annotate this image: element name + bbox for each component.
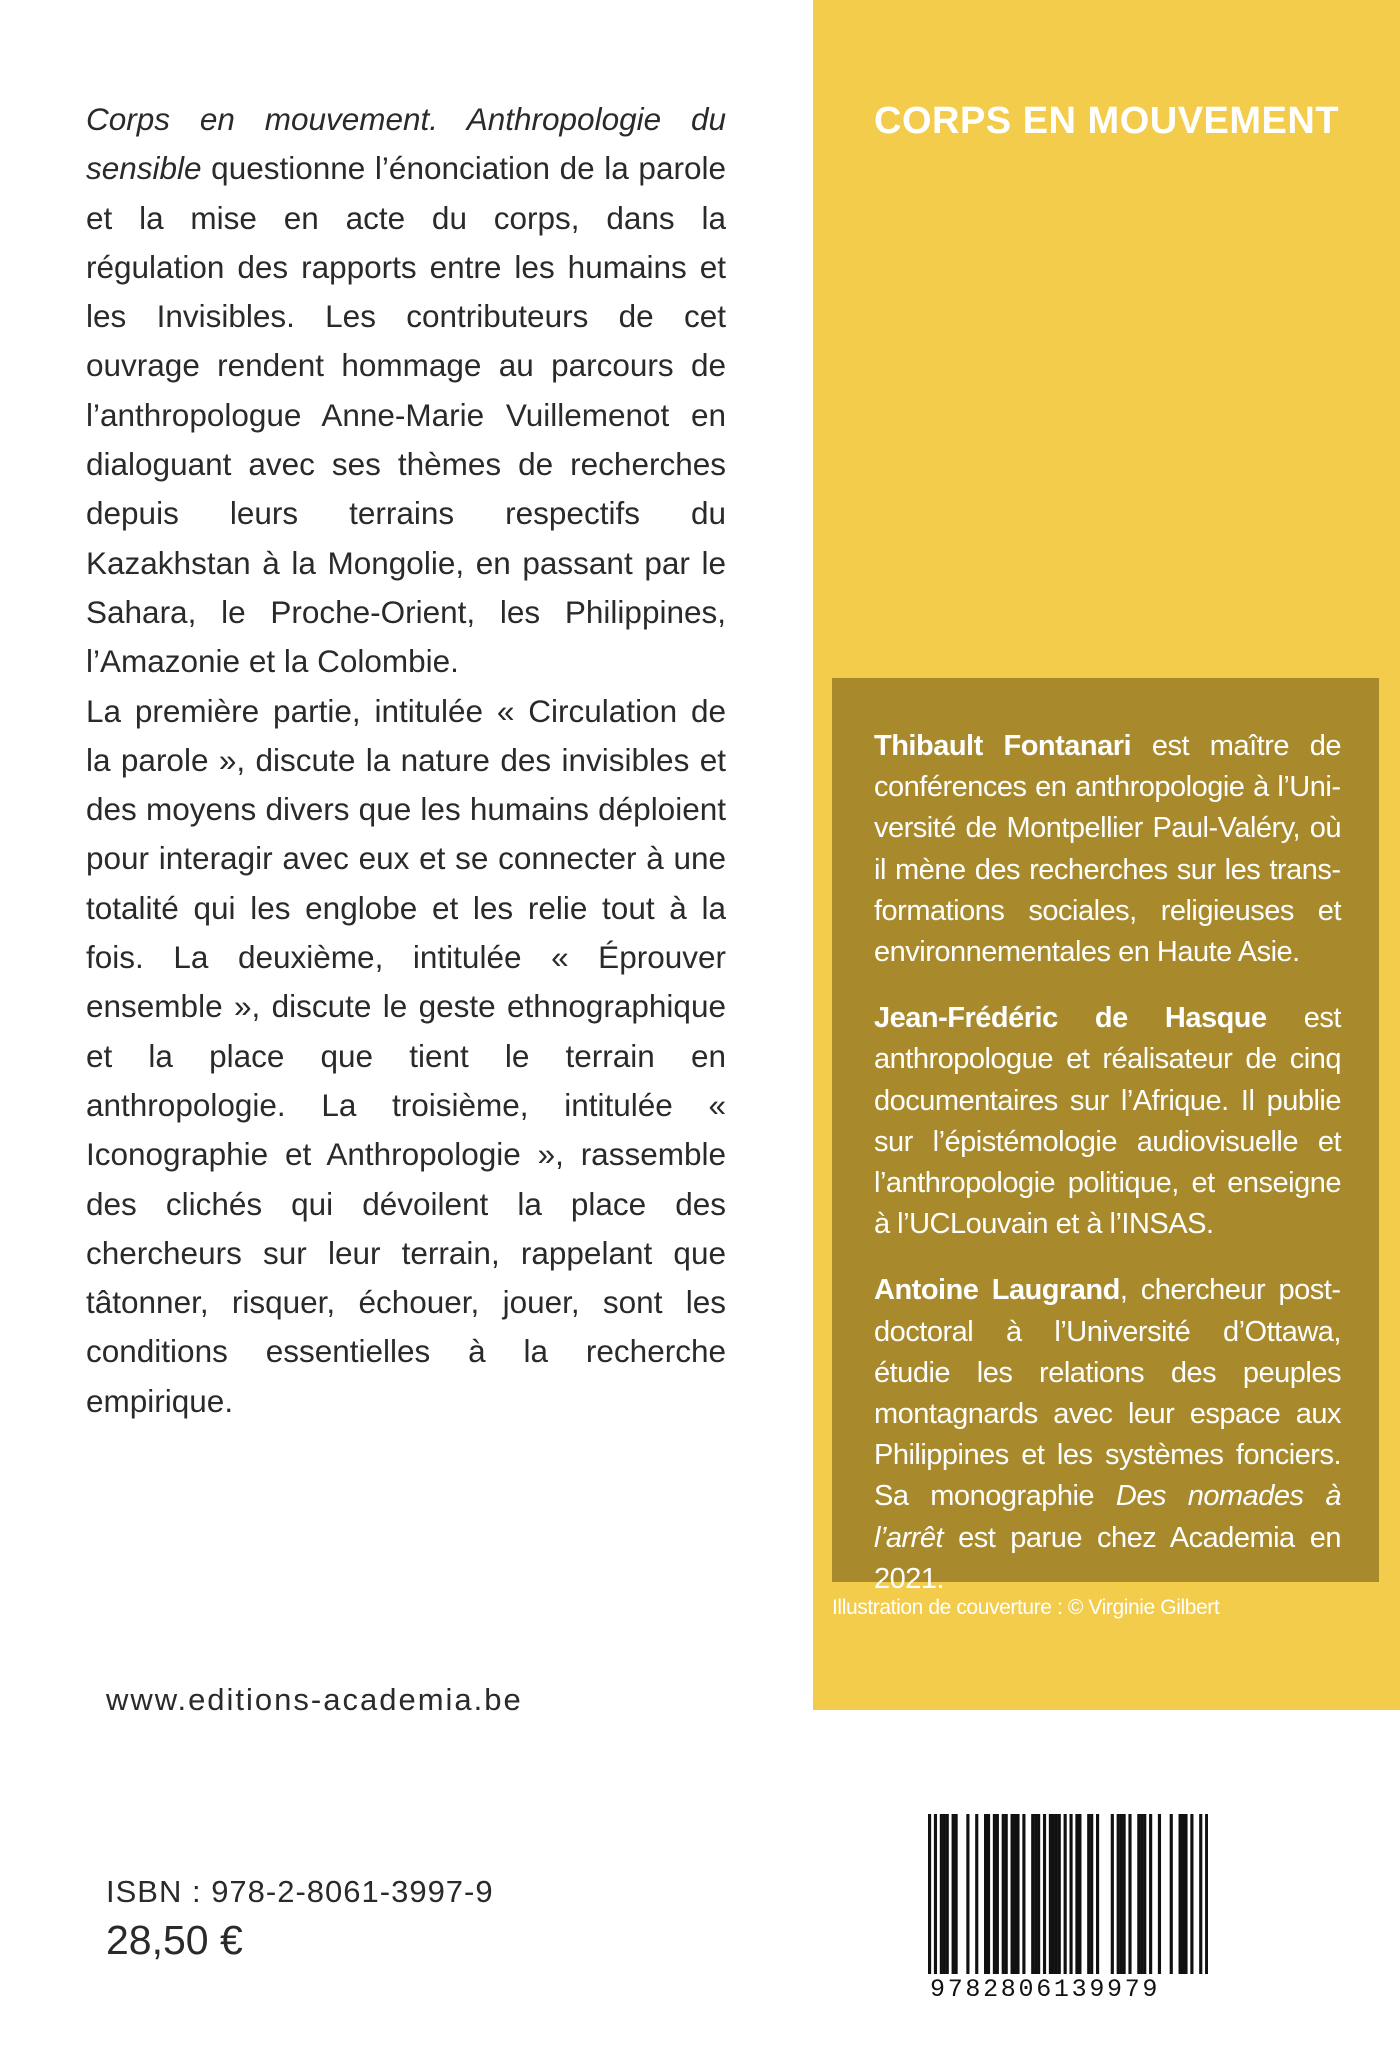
author-bio-text: est maître de conférences en anthropologie à l’Université de Montpellier Paul-Valéry, où il mène des recherches sur les transformations sociales, religieuses et environnementales en Haute Asie. <box>874 730 1341 969</box>
barcode-bar <box>1011 1814 1014 1974</box>
authors-bio-box <box>832 678 1379 1595</box>
barcode-bar <box>1143 1814 1146 1974</box>
barcode-bar <box>1128 1814 1131 1974</box>
barcode-bar <box>1002 1814 1005 1974</box>
barcode-bar <box>1075 1814 1078 1974</box>
barcode-bar <box>1043 1814 1046 1974</box>
publisher-website: www.editions-academia.be <box>106 1682 523 1717</box>
barcode-bar <box>1170 1814 1173 1974</box>
barcode-bar <box>1064 1814 1067 1974</box>
cover-illustration-credit: Illustration de couverture : © Virginie Gilbert <box>832 1596 1220 1619</box>
barcode-bar <box>987 1814 990 1974</box>
barcode-bar <box>1069 1814 1072 1974</box>
barcode-bar <box>1179 1814 1182 1974</box>
book-title-italic: Corps en mouvement. Anthropologie du sensible <box>86 101 726 187</box>
author-name: Thibault Fontanari <box>874 730 1132 762</box>
barcode-bar <box>1190 1814 1193 1974</box>
author-bio-laugrand <box>874 1270 1341 1600</box>
barcode-bar <box>1058 1814 1061 1974</box>
barcode-bar <box>1049 1814 1052 1974</box>
barcode-bar <box>1205 1814 1208 1974</box>
barcode-bar <box>993 1814 996 1974</box>
barcode-bar <box>955 1814 958 1974</box>
author-bio-fontanari <box>874 726 1341 973</box>
barcode-bar <box>966 1814 969 1974</box>
description-paragraph-1 <box>86 95 726 687</box>
barcode-bar <box>940 1814 943 1974</box>
barcode-bar <box>1087 1814 1090 1974</box>
barcode-bar <box>975 1814 978 1974</box>
barcode-bar <box>996 1814 999 1974</box>
barcode-bar <box>1052 1814 1055 1974</box>
barcode-bar <box>928 1814 931 1974</box>
side-panel-title: CORPS EN MOUVEMENT <box>874 100 1340 142</box>
isbn-barcode <box>928 1814 1208 1974</box>
barcode-digits: 9782806139979 <box>930 1975 1161 2004</box>
author-name: Antoine Laugrand <box>874 1274 1120 1307</box>
barcode-bar <box>1037 1814 1040 1974</box>
barcode-bar <box>1184 1814 1187 1974</box>
barcode-bar <box>1158 1814 1161 1974</box>
barcode-bar <box>1034 1814 1037 1974</box>
barcode-bar <box>1140 1814 1143 1974</box>
author-bio-text: , chercheur postdoctoral à l’Université d’Ottawa, étudie les relations des peuples montagnards avec leur espace aux Philippines et les systèmes fonciers. Sa monographie <box>874 1274 1341 1513</box>
back-cover-description <box>86 95 726 1426</box>
author-name: Jean-Frédéric de Hasque <box>874 1002 1267 1035</box>
barcode-bar <box>1111 1814 1114 1974</box>
price: 28,50 € <box>106 1917 243 1963</box>
barcode-bar <box>1120 1814 1123 1974</box>
barcode-bar <box>1013 1814 1016 1974</box>
barcode-bar <box>1090 1814 1093 1974</box>
barcode-bar <box>952 1814 955 1974</box>
barcode-bar <box>1016 1814 1019 1974</box>
barcode-bar <box>1149 1814 1152 1974</box>
barcode-bar <box>1022 1814 1025 1974</box>
barcode-bar <box>946 1814 949 1974</box>
barcode-bar <box>1137 1814 1140 1974</box>
barcode-bar <box>934 1814 937 1974</box>
description-paragraph-2: La première partie, intitulée « Circulation de la parole », discute la nature des invisibles et des moyens divers que les humains déploient pour interagir avec eux et se connecter à une totalité qui les englobe et les relie tout à la fois. La deuxième, intitulée « Éprouver ensemble », discute le geste ethnographique et la place que tient le terrain en anthropologie. La troisième, intitulée « Iconographie et Anthropologie », rassemble des clichés qui dévoilent la place des chercheurs sur leur terrain, rappelant que tâtonner, risquer, échouer, jouer, sont les conditions essentielles à la recherche empirique. <box>86 692 726 1419</box>
barcode-bar <box>1055 1814 1058 1974</box>
barcode-bar <box>1181 1814 1184 1974</box>
barcode-bar <box>1005 1814 1008 1974</box>
author-bio-text: est anthropologue et réalisateur de cinq documentaires sur l’Afrique. Il publie sur l’épistémologie audiovisuelle et l’anthropologie politique, et enseigne à l’UCLouvain et à l’INSAS. <box>874 1002 1341 1241</box>
barcode-bar <box>984 1814 987 1974</box>
description-paragraph-1-text: questionne l’énonciation de la parole et la mise en acte du corps, dans la régulation des rapports entre les humains et les Invisibles. Les contributeurs de cet ouvrage rendent hommage au parcours de l’anthropologue Anne-Marie Vuillemenot en dialoguant avec ses thèmes de recherches depuis leurs terrains respectifs du Kazakhstan à la Mongolie, en passant par le Sahara, le Proche-Orient, les Philippines, l’Amazonie et la Colombie. <box>86 150 726 680</box>
author-bio-de-hasque <box>874 998 1341 1245</box>
author-bio-text-end: est parue chez Academia en 2021. <box>874 1521 1341 1595</box>
barcode-bar <box>1078 1814 1081 1974</box>
isbn-number: ISBN : 978-2-8061-3997-9 <box>106 1874 494 1909</box>
barcode-bar <box>943 1814 946 1974</box>
barcode-bar <box>1199 1814 1202 1974</box>
barcode-bar <box>1031 1814 1034 1974</box>
barcode-bar <box>1123 1814 1126 1974</box>
barcode-bar <box>1096 1814 1099 1974</box>
barcode-bar <box>1117 1814 1120 1974</box>
monograph-title: Des nomades à l’arrêt <box>874 1480 1341 1554</box>
